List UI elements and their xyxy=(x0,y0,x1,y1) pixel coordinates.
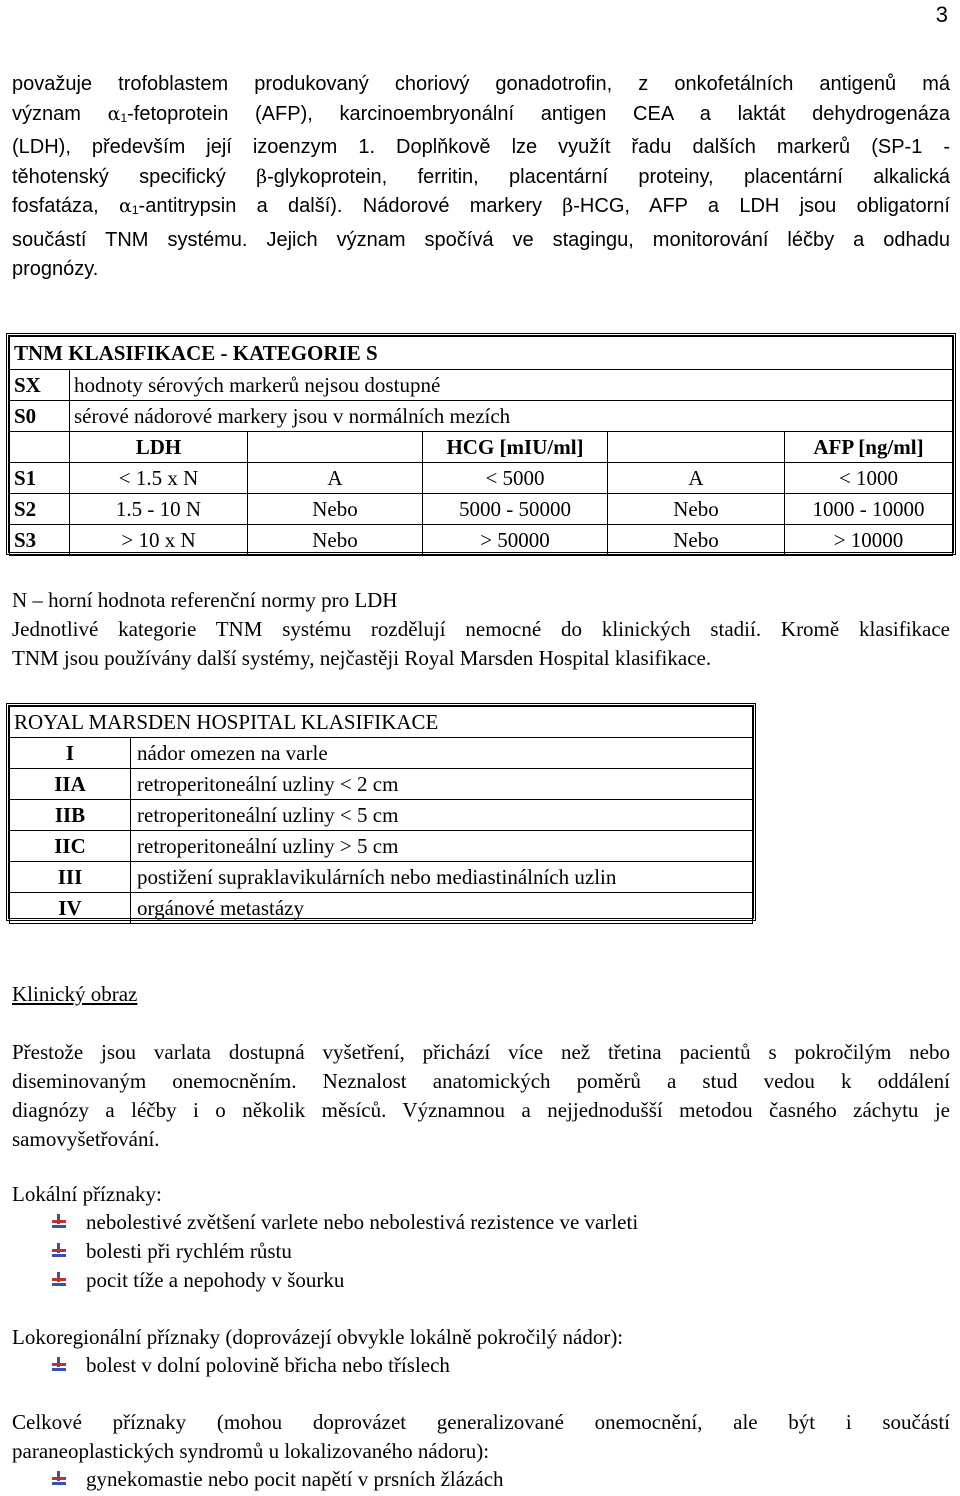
table-row xyxy=(10,800,753,831)
tnm-description: sérové nádorové markery jsou v normálních mezích xyxy=(70,401,953,432)
list-item: pocit tíže a nepohody v šourku xyxy=(50,1266,638,1295)
tnm-header-ldh: LDH xyxy=(70,432,248,463)
table-row xyxy=(10,893,753,924)
tnm-code: S1 xyxy=(10,463,70,494)
rm-description: nádor omezen na varle xyxy=(131,738,753,769)
page-number: 3 xyxy=(935,2,948,27)
footnote-n: N – horní hodnota referenční normy pro LDH xyxy=(12,588,398,612)
rm-stage: IIC xyxy=(10,831,131,862)
alpha-symbol: α xyxy=(107,102,121,125)
tnm-cell: 1.5 - 10 N xyxy=(70,494,248,525)
royal-marsden-table xyxy=(6,703,756,921)
list-item: bolest v dolní polovině břicha nebo tříslech xyxy=(50,1351,450,1380)
intro-paragraph xyxy=(12,70,950,285)
tnm-cell: < 5000 xyxy=(423,463,608,494)
rm-stage: IIB xyxy=(10,800,131,831)
bullet-arrow-icon xyxy=(50,1214,70,1230)
intro-line: prognózy. xyxy=(12,258,99,280)
after-tnm-paragraph xyxy=(12,586,950,673)
intro-line: význam $\alpha_1$-fetoprotein (AFP), karcinoembryonální antigen CEA a laktát dehydrogenáza xyxy=(12,102,950,125)
table-row xyxy=(10,831,753,862)
tnm-cell: Nebo xyxy=(248,525,423,556)
local-symptoms-list xyxy=(50,1208,638,1295)
text-line: TNM jsou používány další systémy, nejčastěji Royal Marsden Hospital klasifikace. xyxy=(12,646,712,670)
bullet-arrow-icon xyxy=(50,1357,70,1373)
general-symptoms-list xyxy=(50,1465,504,1494)
rm-description: orgánové metastázy xyxy=(131,893,753,924)
rm-table-title: ROYAL MARSDEN HOSPITAL KLASIFIKACE xyxy=(10,707,753,738)
tnm-description: hodnoty sérových markerů nejsou dostupné xyxy=(70,370,953,401)
rm-stage: I xyxy=(10,738,131,769)
table-row xyxy=(10,769,753,800)
tnm-cell: A xyxy=(248,463,423,494)
rm-stage: III xyxy=(10,862,131,893)
tnm-code: SX xyxy=(10,370,70,401)
tnm-cell: A xyxy=(608,463,785,494)
tnm-cell: Nebo xyxy=(608,525,785,556)
table-row xyxy=(10,525,953,556)
clinical-paragraph xyxy=(12,1038,950,1154)
text-line: Jednotlivé kategorie TNM systému rozdělují nemocné do klinických stadií. Kromě klasifikace xyxy=(12,617,950,641)
intro-line: (LDH), především její izoenzym 1. Doplňkově lze využít řadu dalších markerů (SP-1 - xyxy=(12,136,950,158)
list-item: gynekomastie nebo pocit napětí v prsních žlázách xyxy=(50,1465,504,1494)
tnm-cell: < 1000 xyxy=(785,463,953,494)
list-item: nebolestivé zvětšení varlete nebo nebolestivá rezistence ve varleti xyxy=(50,1208,638,1237)
tnm-cell: > 10000 xyxy=(785,525,953,556)
tnm-cell: < 1.5 x N xyxy=(70,463,248,494)
tnm-table xyxy=(6,333,956,555)
beta-symbol: β xyxy=(256,165,268,188)
local-symptoms-title: Lokální příznaky: xyxy=(12,1182,162,1206)
text-line: diseminovaným onemocněním. Neznalost anatomických poměrů a stud vedou k oddálení xyxy=(12,1069,950,1093)
text-line: Přestože jsou varlata dostupná vyšetření, přichází více než třetina pacientů s pokročilým nebo xyxy=(12,1040,950,1064)
intro-line: součástí TNM systému. Jejich význam spočívá ve stagingu, monitorování léčby a odhadu xyxy=(12,228,950,251)
general-symptoms-title: Celkové příznaky (mohou doprovázet generalizované onemocnění, ale být i součástí paraneoplastických syndromů u lokalizovaného nádoru): xyxy=(12,1410,950,1463)
bullet-arrow-icon xyxy=(50,1272,70,1288)
rm-description: retroperitoneální uzliny < 2 cm xyxy=(131,769,753,800)
intro-line: těhotenský specifický β-glykoprotein, ferritin, placentární proteiny, placentární alkalická xyxy=(12,165,950,188)
table-row xyxy=(10,494,953,525)
tnm-code: S2 xyxy=(10,494,70,525)
table-row xyxy=(10,738,753,769)
tnm-header-afp: AFP [ng/ml] xyxy=(785,432,953,463)
tnm-cell: > 10 x N xyxy=(70,525,248,556)
tnm-cell: Nebo xyxy=(248,494,423,525)
list-item: bolesti při rychlém růstu xyxy=(50,1237,638,1266)
intro-line: fosfatáza, $\alpha_1$-antitrypsin a další). Nádorové markery β-HCG, AFP a LDH jsou obligatorní xyxy=(12,195,950,217)
tnm-code: S3 xyxy=(10,525,70,556)
bullet-arrow-icon xyxy=(50,1471,70,1487)
tnm-cell: 5000 - 50000 xyxy=(423,494,608,525)
rm-stage: IV xyxy=(10,893,131,924)
rm-description: postižení supraklavikulárních nebo mediastinálních uzlin xyxy=(131,862,753,893)
bullet-arrow-icon xyxy=(50,1243,70,1259)
table-row xyxy=(10,463,953,494)
tnm-cell: Nebo xyxy=(608,494,785,525)
tnm-code: S0 xyxy=(10,401,70,432)
tnm-cell: > 50000 xyxy=(423,525,608,556)
tnm-cell: 1000 - 10000 xyxy=(785,494,953,525)
section-heading-klinicky-obraz: Klinický obraz xyxy=(12,982,138,1006)
intro-line: považuje trofoblastem produkovaný choriový gonadotrofin, z onkofetálních antigenů má xyxy=(12,73,950,95)
rm-description: retroperitoneální uzliny < 5 cm xyxy=(131,800,753,831)
rm-description: retroperitoneální uzliny > 5 cm xyxy=(131,831,753,862)
locoregional-symptoms-title: Lokoregionální příznaky (doprovázejí obvykle lokálně pokročilý nádor): xyxy=(12,1325,624,1349)
tnm-header-hcg: HCG [mIU/ml] xyxy=(423,432,608,463)
locoregional-symptoms-list xyxy=(50,1351,450,1380)
tnm-table-title: TNM KLASIFIKACE - KATEGORIE S xyxy=(10,337,953,370)
table-row xyxy=(10,862,753,893)
rm-stage: IIA xyxy=(10,769,131,800)
text-line: samovyšetřování. xyxy=(12,1127,160,1151)
text-line: diagnózy a léčby i o několik měsíců. Významnou a nejjednodušší metodou časného záchytu je xyxy=(12,1098,950,1122)
